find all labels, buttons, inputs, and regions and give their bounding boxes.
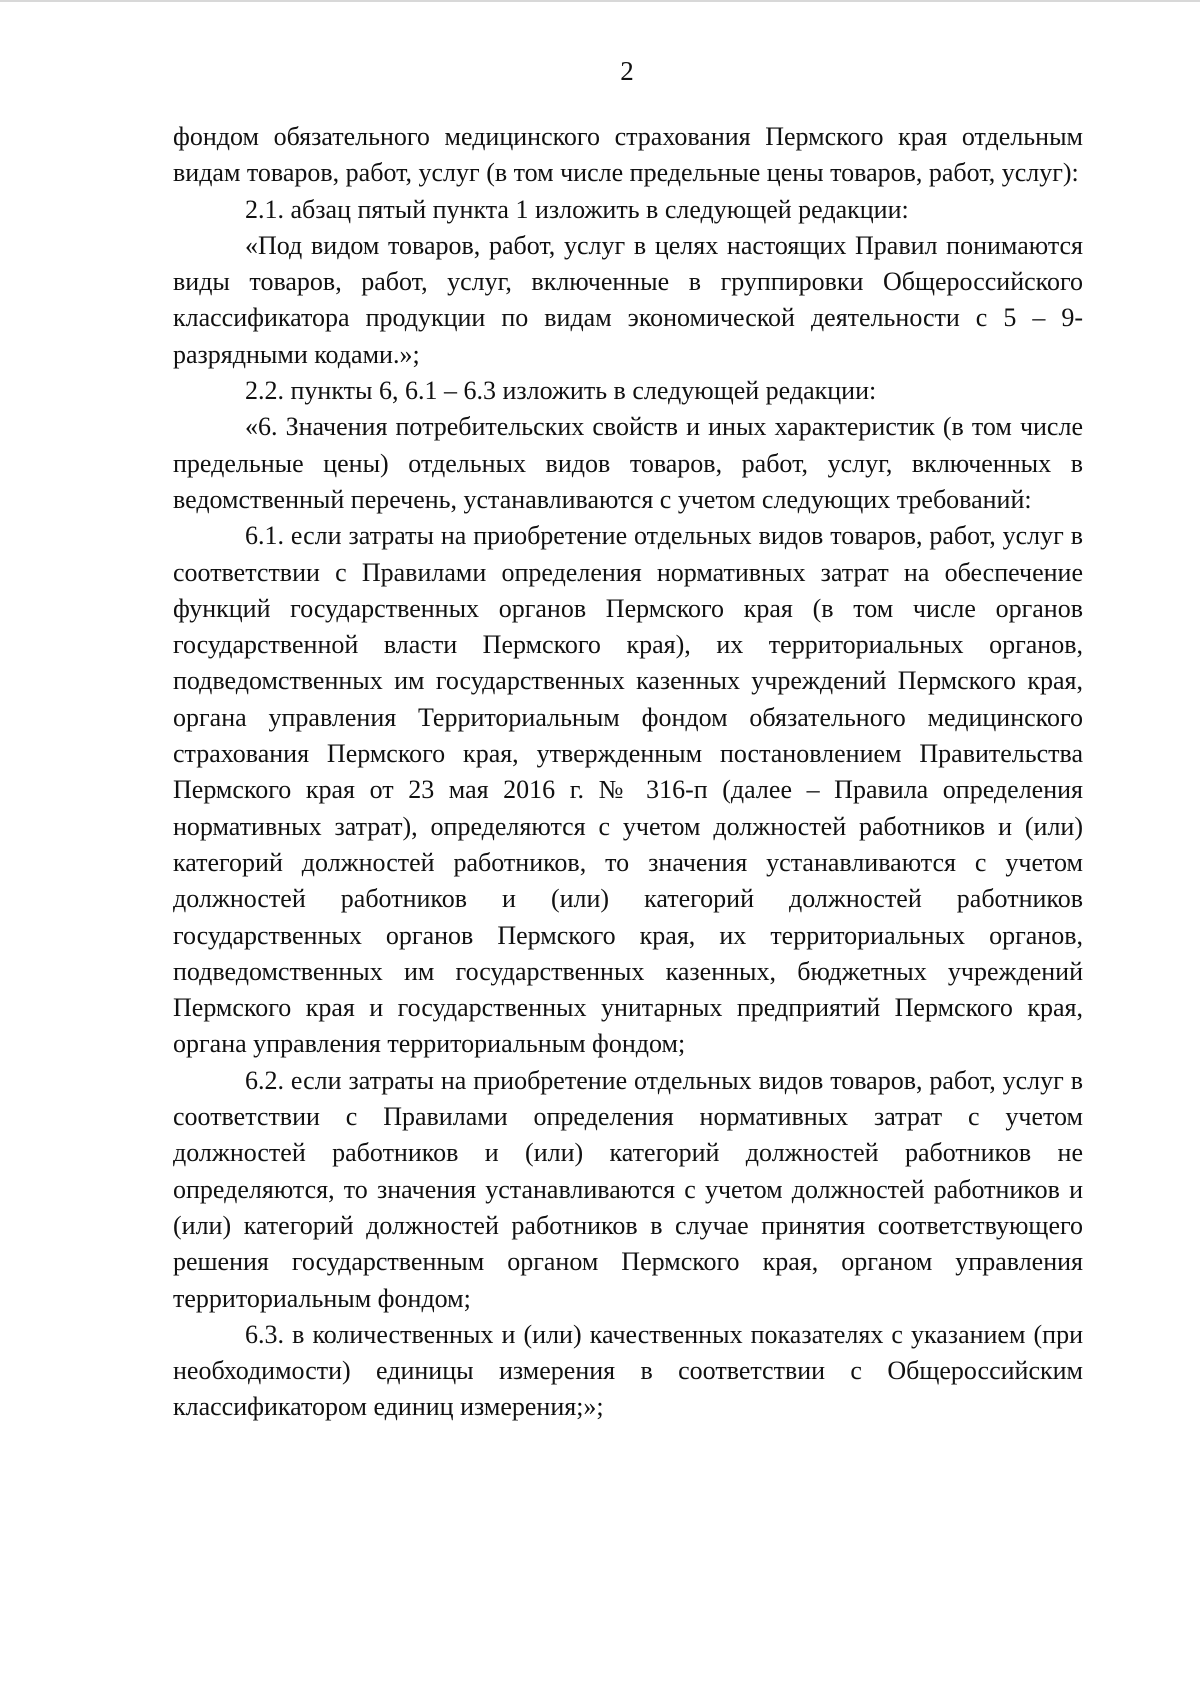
paragraph-clause-6: «6. Значения потребительских свойств и иных характеристик (в том числе предельные цены) отдельных видов товаров, работ, услуг, включенных в ведомственный перечень, устанавливаются с учетом следующих требований: [173,412,1083,514]
paragraph-2-1: 2.1. абзац пятый пункта 1 изложить в следующей редакции: [245,194,909,224]
paragraph-2-2: 2.2. пункты 6, 6.1 – 6.3 изложить в следующей редакции: [245,376,877,406]
paragraph-clause-6-1: 6.1. если затраты на приобретение отдельных видов товаров, работ, услуг в соответствии с Правилами определения нормативных затрат на обеспечение функций государственных органов Пермского края (в том числе органов государственной власти Пермского края), их территориальных органов, подведомственных им государственных казенных учреждений Пермского края, органа управления Территориальным фондом обязательного медицинского страхования Пермского края, утвержденным постановлением Правительства Пермского края от 23 мая 2016 г. № 316-п (далее – Правила определения нормативных затрат), определяются с учетом должностей работников и (или) категорий должностей работников, то значения устанавливаются с учетом должностей работников и (или) категорий должностей работников государственных органов Пермского края, их территориальных органов, подведомственных им государственных казенных, бюджетных учреждений Пермского края и государственных унитарных предприятий Пермского края, органа управления территориальным фондом; [173,521,1083,1059]
paragraph-clause-6-2: 6.2. если затраты на приобретение отдельных видов товаров, работ, услуг в соответствии с Правилами определения нормативных затрат с учетом должностей работников и (или) категорий должностей работников не определяются, то значения устанавливаются с учетом должностей работников и (или) категорий должностей работников в случае принятия соответствующего решения государственным органом Пермского края, органом управления территориальным фондом; [173,1065,1083,1313]
paragraph-quote-goods-definition: «Под видом товаров, работ, услуг в целях настоящих Правил понимаются виды товаров, работ, услуг, включенные в группировки Общероссийского классификатора продукции по видам экономической деятельности с 5 – 9-разрядными кодами.»; [173,230,1083,369]
scan-edge-line [0,0,1200,2]
document-body [173,119,1083,1426]
paragraph-intro: фондом обязательного медицинского страхования Пермского края отдельным видам товаров, работ, услуг (в том числе предельные цены товаров, работ, услуг): [173,122,1083,188]
paragraph-clause-6-3: 6.3. в количественных и (или) качественных показателях с указанием (при необходимости) единицы измерения в соответствии с Общероссийским классификатором единиц измерения;»; [173,1319,1083,1422]
page-number: 2 [620,56,634,86]
